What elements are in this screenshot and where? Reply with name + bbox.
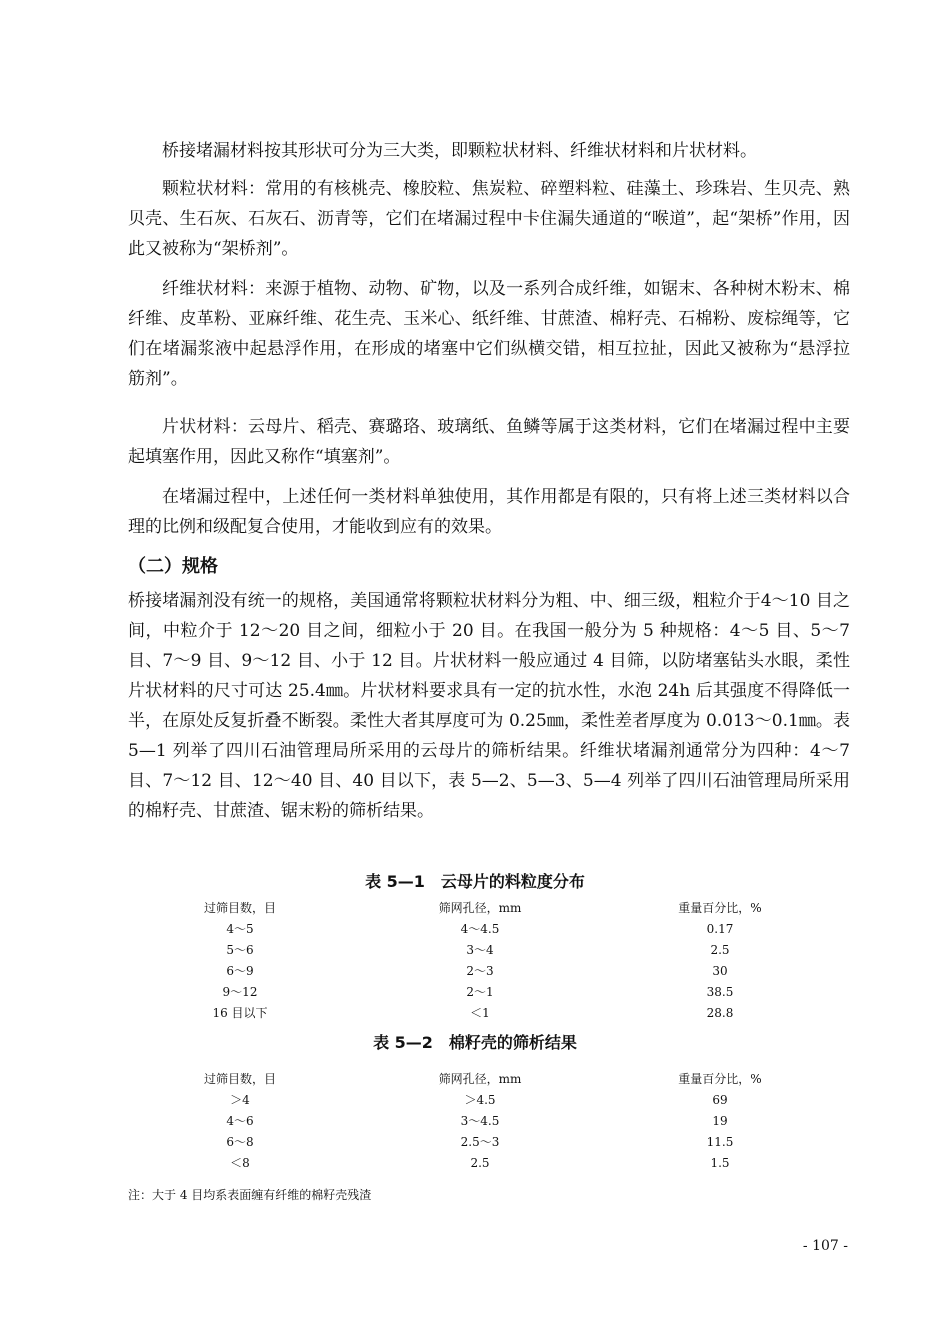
table-row	[120, 1002, 840, 1023]
table1-caption: 表 5—1 云母片的料粒度分布	[365, 872, 585, 891]
table-cell: 6～8	[226, 1135, 254, 1149]
table-header-cell: 重量百分比，%	[678, 1072, 762, 1086]
table-cell: 4～6	[226, 1114, 254, 1128]
table-cell: 16 目以下	[212, 1006, 268, 1020]
table-cell: 19	[712, 1113, 728, 1128]
table-cell: ＞4	[230, 1093, 250, 1107]
table-cell: 1.5	[710, 1155, 730, 1170]
table-note: 注：大于 4 目均系表面缠有纤维的棉籽壳残渣	[128, 1188, 372, 1202]
table2-header-row	[120, 1068, 840, 1089]
table-cell: 5～6	[226, 943, 254, 957]
table-cell: 2.5	[470, 1155, 490, 1170]
table-cell: 38.5	[706, 984, 734, 999]
table-header-cell: 筛网孔径，mm	[438, 1072, 522, 1086]
table-row	[120, 1152, 840, 1173]
table-header-cell: 重量百分比，%	[678, 901, 762, 915]
table-cell: 2～3	[466, 964, 494, 978]
table-row	[120, 918, 840, 939]
table-header-cell: 过筛目数，目	[203, 1072, 276, 1086]
table-header-cell: 过筛目数，目	[203, 901, 276, 915]
paragraph-fibrous: 纤维状材料：来源于植物、动物、矿物，以及一系列合成纤维，如锯末、各种树木粉末、棉纤维、皮革粉、亚麻纤维、花生壳、玉米心、纸纤维、甘蔗渣、棉籽壳、石棉粉、废棕绳等，它们在堵漏浆液中起悬浮作用，在形成的堵塞中它们纵横交错，相互拉扯，因此又被称为“悬浮拉筋剂”。	[128, 279, 850, 389]
paragraph-combined: 在堵漏过程中，上述任何一类材料单独使用，其作用都是有限的，只有将上述三类材料以合理的比例和级配复合使用，才能收到应有的效果。	[128, 487, 850, 537]
table-row	[120, 981, 840, 1002]
table-cell: ＜1	[470, 1006, 490, 1020]
table-cell: 69	[712, 1092, 728, 1107]
table-cell: 2.5～3	[460, 1135, 500, 1149]
section-heading: （二）规格	[128, 556, 218, 577]
page-number: - 107 -	[802, 1238, 848, 1254]
table1-header-row	[120, 897, 840, 918]
paragraph-granular: 颗粒状材料：常用的有核桃壳、橡胶粒、焦炭粒、碎塑料粒、硅藻土、珍珠岩、生贝壳、熟贝壳、生石灰、石灰石、沥青等，它们在堵漏过程中卡住漏失通道的“喉道”，起“架桥”作用，因此又被称为“架桥剂”。	[128, 179, 850, 259]
table2	[120, 1068, 840, 1173]
table-cell: ＞4.5	[464, 1093, 496, 1107]
table1	[120, 897, 840, 1023]
table-cell: 2.5	[710, 942, 730, 957]
table-row	[120, 960, 840, 981]
table-cell: 9～12	[222, 985, 258, 999]
table-cell: 2～1	[466, 985, 494, 999]
paragraph-flaky: 片状材料：云母片、稻壳、赛璐珞、玻璃纸、鱼鳞等属于这类材料，它们在堵漏过程中主要起填塞作用，因此又称作“填塞剂”。	[128, 417, 850, 467]
table2-caption: 表 5—2 棉籽壳的筛析结果	[373, 1033, 577, 1052]
table-cell: 4～4.5	[460, 922, 500, 936]
table-cell: ＜8	[230, 1156, 250, 1170]
table-cell: 30	[712, 963, 728, 978]
table-cell: 28.8	[706, 1005, 734, 1020]
table-row	[120, 1089, 840, 1110]
table-header-cell: 筛网孔径，mm	[438, 901, 522, 915]
table-cell: 3～4	[466, 943, 494, 957]
table-row	[120, 1110, 840, 1131]
table-cell: 11.5	[706, 1134, 734, 1149]
paragraph-intro: 桥接堵漏材料按其形状可分为三大类，即颗粒状材料、纤维状材料和片状材料。	[162, 141, 757, 161]
table-cell: 6～9	[226, 964, 254, 978]
table-row	[120, 1131, 840, 1152]
paragraph-specification: 桥接堵漏剂没有统一的规格，美国通常将颗粒状材料分为粗、中、细三级，粗粒介于4～10 目之间，中粒介于 12～20 目之间，细粒小于 20 目。在我国一般分为 5 种规格：4～5 目、5～7 目、7～9 目、9～12 目、小于 12 目。片状材料一般应通过 4 目筛，以防堵塞钻头水眼，柔性片状材料的尺寸可达 25.4㎜。片状材料要求具有一定的抗水性，水泡 24h 后其强度不得降低一半，在原处反复折叠不断裂。柔性大者其厚度可为 0.25㎜，柔性差者厚度为 0.013～0.1㎜。表 5—1 列举了四川石油管理局所采用的云母片的筛析结果。纤维状堵漏剂通常分为四种：4～7 目、7～12 目、12～40 目、40 目以下，表 5—2、5—3、5—4 列举了四川石油管理局所采用的棉籽壳、甘蔗渣、锯末粉的筛析结果。	[128, 591, 850, 821]
table-row	[120, 939, 840, 960]
table-cell: 0.17	[706, 921, 734, 936]
table-cell: 3～4.5	[460, 1114, 500, 1128]
table-cell: 4～5	[226, 922, 254, 936]
